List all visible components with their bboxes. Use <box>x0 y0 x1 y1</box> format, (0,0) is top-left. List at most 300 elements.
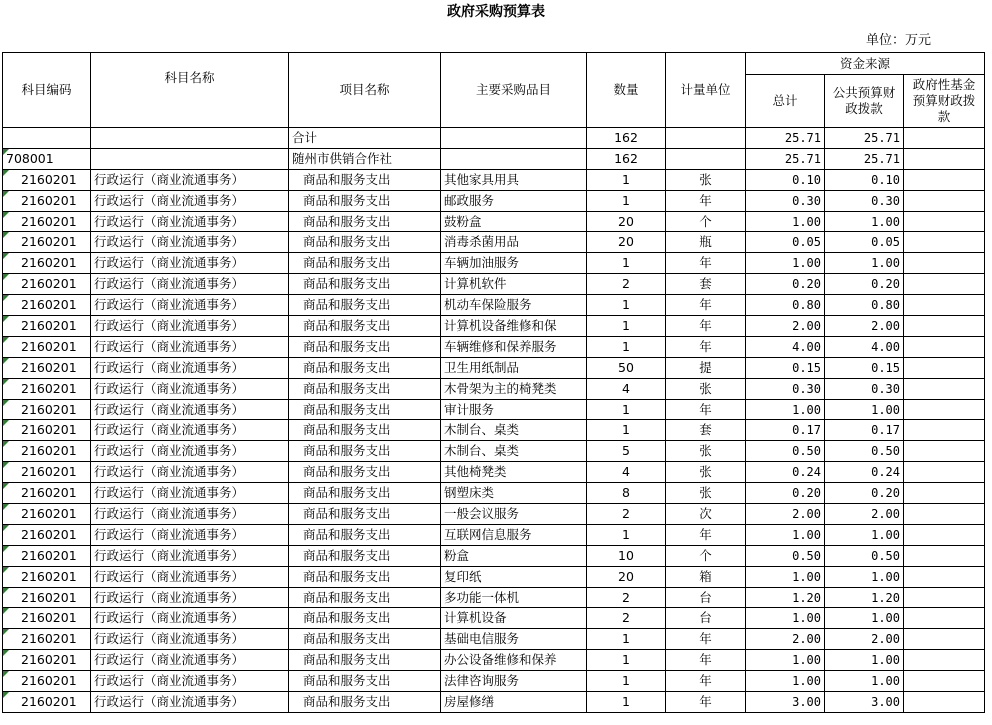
row-unit: 个 <box>666 545 746 566</box>
table-row <box>3 357 985 378</box>
row-qty: 2 <box>587 504 666 525</box>
header-code: 科目编码 <box>3 53 91 128</box>
row-project: 商品和服务支出 <box>289 316 441 337</box>
row-code <box>3 316 91 337</box>
row-gov-fund <box>904 545 985 566</box>
summary-code <box>3 128 91 149</box>
org-name: 随州市供销合作社 <box>289 148 441 169</box>
row-code <box>3 232 91 253</box>
row-public-budget: 1.00 <box>825 650 904 671</box>
row-subject: 行政运行（商业流通事务） <box>91 211 289 232</box>
row-code-text: 2160201 <box>21 234 77 250</box>
row-qty: 1 <box>587 169 666 190</box>
row-total: 0.10 <box>746 169 825 190</box>
row-public-budget: 1.00 <box>825 211 904 232</box>
row-code <box>3 378 91 399</box>
row-code-text: 2160201 <box>21 297 77 313</box>
table-row <box>3 441 985 462</box>
row-project: 商品和服务支出 <box>289 232 441 253</box>
row-project: 商品和服务支出 <box>289 253 441 274</box>
row-unit: 年 <box>666 316 746 337</box>
row-gov-fund <box>904 420 985 441</box>
row-subject: 行政运行（商业流通事务） <box>91 274 289 295</box>
row-item: 粉盒 <box>441 545 587 566</box>
table-row <box>3 650 985 671</box>
row-item: 消毒杀菌用品 <box>441 232 587 253</box>
row-item: 其他椅凳类 <box>441 462 587 483</box>
row-subject: 行政运行（商业流通事务） <box>91 399 289 420</box>
row-code-text: 2160201 <box>21 485 77 501</box>
row-code <box>3 504 91 525</box>
row-gov-fund <box>904 483 985 504</box>
row-subject: 行政运行（商业流通事务） <box>91 524 289 545</box>
row-code-text: 2160201 <box>21 192 77 208</box>
row-public-budget: 2.00 <box>825 629 904 650</box>
table-row <box>3 462 985 483</box>
table-row <box>3 211 985 232</box>
row-qty: 1 <box>587 316 666 337</box>
row-public-budget: 0.10 <box>825 169 904 190</box>
row-code <box>3 545 91 566</box>
row-code <box>3 420 91 441</box>
row-qty: 1 <box>587 336 666 357</box>
row-total: 0.20 <box>746 483 825 504</box>
org-public-budget: 25.71 <box>825 148 904 169</box>
row-subject: 行政运行（商业流通事务） <box>91 169 289 190</box>
row-code-text: 2160201 <box>21 505 77 521</box>
row-qty: 1 <box>587 399 666 420</box>
row-unit: 瓶 <box>666 232 746 253</box>
row-unit: 年 <box>666 671 746 692</box>
cell-marker-icon <box>3 483 9 489</box>
row-project: 商品和服务支出 <box>289 378 441 399</box>
row-qty: 20 <box>587 211 666 232</box>
row-item: 计算机设备维修和保 <box>441 316 587 337</box>
row-public-budget: 1.00 <box>825 608 904 629</box>
row-total: 1.00 <box>746 524 825 545</box>
row-code <box>3 190 91 211</box>
row-public-budget: 0.05 <box>825 232 904 253</box>
row-code-text: 2160201 <box>21 213 77 229</box>
cell-marker-icon <box>3 650 9 656</box>
row-public-budget: 4.00 <box>825 336 904 357</box>
org-row <box>3 148 985 169</box>
row-code <box>3 650 91 671</box>
summary-item <box>441 128 587 149</box>
row-gov-fund <box>904 378 985 399</box>
row-unit: 张 <box>666 483 746 504</box>
row-code-text: 2160201 <box>21 568 77 584</box>
row-unit: 年 <box>666 650 746 671</box>
row-code-text: 2160201 <box>21 255 77 271</box>
summary-public-budget: 25.71 <box>825 128 904 149</box>
row-code-text: 2160201 <box>21 171 77 187</box>
row-item: 办公设备维修和保养 <box>441 650 587 671</box>
row-project: 商品和服务支出 <box>289 566 441 587</box>
row-unit: 台 <box>666 608 746 629</box>
row-subject: 行政运行（商业流通事务） <box>91 545 289 566</box>
row-code-text: 2160201 <box>21 610 77 626</box>
row-project: 商品和服务支出 <box>289 671 441 692</box>
row-gov-fund <box>904 587 985 608</box>
cell-marker-icon <box>3 567 9 573</box>
table-row <box>3 253 985 274</box>
cell-marker-icon <box>3 232 9 238</box>
row-subject: 行政运行（商业流通事务） <box>91 692 289 713</box>
row-qty: 1 <box>587 692 666 713</box>
row-code-text: 2160201 <box>21 338 77 354</box>
row-code-text: 2160201 <box>21 317 77 333</box>
row-total: 1.00 <box>746 671 825 692</box>
row-total: 1.00 <box>746 399 825 420</box>
table-row <box>3 671 985 692</box>
row-subject: 行政运行（商业流通事务） <box>91 336 289 357</box>
row-project: 商品和服务支出 <box>289 692 441 713</box>
table-row <box>3 545 985 566</box>
row-project: 商品和服务支出 <box>289 357 441 378</box>
row-project: 商品和服务支出 <box>289 483 441 504</box>
row-project: 商品和服务支出 <box>289 504 441 525</box>
row-code-text: 2160201 <box>21 673 77 689</box>
row-gov-fund <box>904 462 985 483</box>
cell-marker-icon <box>3 212 9 218</box>
row-unit: 张 <box>666 441 746 462</box>
row-gov-fund <box>904 629 985 650</box>
row-qty: 20 <box>587 232 666 253</box>
row-unit: 年 <box>666 190 746 211</box>
row-qty: 5 <box>587 441 666 462</box>
row-code-text: 2160201 <box>21 401 77 417</box>
row-item: 法律咨询服务 <box>441 671 587 692</box>
row-subject: 行政运行（商业流通事务） <box>91 587 289 608</box>
row-total: 0.30 <box>746 190 825 211</box>
row-public-budget: 0.80 <box>825 295 904 316</box>
table-row <box>3 524 985 545</box>
row-unit: 年 <box>666 692 746 713</box>
table-row <box>3 587 985 608</box>
row-total: 0.50 <box>746 545 825 566</box>
row-project: 商品和服务支出 <box>289 169 441 190</box>
row-qty: 1 <box>587 650 666 671</box>
row-subject: 行政运行（商业流通事务） <box>91 420 289 441</box>
row-item: 房屋修缮 <box>441 692 587 713</box>
row-code <box>3 336 91 357</box>
row-code <box>3 587 91 608</box>
org-unit <box>666 148 746 169</box>
row-gov-fund <box>904 566 985 587</box>
row-unit: 台 <box>666 587 746 608</box>
row-code-text: 2160201 <box>21 464 77 480</box>
row-qty: 1 <box>587 671 666 692</box>
cell-marker-icon <box>3 629 9 635</box>
row-total: 0.15 <box>746 357 825 378</box>
row-project: 商品和服务支出 <box>289 295 441 316</box>
row-code <box>3 357 91 378</box>
row-total: 2.00 <box>746 504 825 525</box>
row-item: 复印纸 <box>441 566 587 587</box>
row-unit: 次 <box>666 504 746 525</box>
row-code <box>3 253 91 274</box>
table-row <box>3 483 985 504</box>
row-item: 车辆加油服务 <box>441 253 587 274</box>
summary-total: 25.71 <box>746 128 825 149</box>
header-subject-name: 科目名称 <box>91 53 289 128</box>
row-unit: 箱 <box>666 566 746 587</box>
cell-marker-icon <box>3 525 9 531</box>
row-project: 商品和服务支出 <box>289 399 441 420</box>
row-subject: 行政运行（商业流通事务） <box>91 504 289 525</box>
row-unit: 张 <box>666 169 746 190</box>
row-gov-fund <box>904 357 985 378</box>
row-code-text: 2160201 <box>21 276 77 292</box>
cell-marker-icon <box>3 379 9 385</box>
cell-marker-icon <box>3 316 9 322</box>
row-project: 商品和服务支出 <box>289 441 441 462</box>
row-code-text: 2160201 <box>21 589 77 605</box>
row-code-text: 2160201 <box>21 422 77 438</box>
row-qty: 2 <box>587 587 666 608</box>
row-public-budget: 0.30 <box>825 378 904 399</box>
row-qty: 4 <box>587 378 666 399</box>
row-project: 商品和服务支出 <box>289 545 441 566</box>
table-row <box>3 190 985 211</box>
row-code <box>3 524 91 545</box>
cell-marker-icon <box>3 504 9 510</box>
cell-marker-icon <box>3 400 9 406</box>
row-code <box>3 483 91 504</box>
row-project: 商品和服务支出 <box>289 462 441 483</box>
row-gov-fund <box>904 608 985 629</box>
row-unit: 年 <box>666 399 746 420</box>
header-total: 总计 <box>746 75 825 128</box>
row-total: 0.17 <box>746 420 825 441</box>
table-row <box>3 295 985 316</box>
row-gov-fund <box>904 295 985 316</box>
cell-marker-icon <box>3 546 9 552</box>
row-subject: 行政运行（商业流通事务） <box>91 650 289 671</box>
row-public-budget: 0.15 <box>825 357 904 378</box>
row-item: 木骨架为主的椅凳类 <box>441 378 587 399</box>
org-gov-fund <box>904 148 985 169</box>
row-code <box>3 169 91 190</box>
row-code-text: 2160201 <box>21 443 77 459</box>
row-code-text: 2160201 <box>21 547 77 563</box>
row-total: 4.00 <box>746 336 825 357</box>
row-code <box>3 399 91 420</box>
table-row <box>3 274 985 295</box>
header-qty: 数量 <box>587 53 666 128</box>
row-qty: 1 <box>587 629 666 650</box>
header-public-budget: 公共预算财政拨款 <box>825 75 904 128</box>
row-project: 商品和服务支出 <box>289 420 441 441</box>
row-code-text: 2160201 <box>21 526 77 542</box>
org-total: 25.71 <box>746 148 825 169</box>
cell-marker-icon <box>3 441 9 447</box>
row-unit: 张 <box>666 462 746 483</box>
row-gov-fund <box>904 316 985 337</box>
row-unit: 年 <box>666 295 746 316</box>
row-code-text: 2160201 <box>21 693 77 709</box>
cell-marker-icon <box>3 191 9 197</box>
table-row <box>3 399 985 420</box>
row-code <box>3 274 91 295</box>
row-unit: 年 <box>666 524 746 545</box>
row-item: 机动车保险服务 <box>441 295 587 316</box>
table-row <box>3 316 985 337</box>
row-code <box>3 211 91 232</box>
header-fund-source: 资金来源 <box>746 53 985 75</box>
row-unit: 年 <box>666 629 746 650</box>
row-total: 2.00 <box>746 316 825 337</box>
row-subject: 行政运行（商业流通事务） <box>91 232 289 253</box>
row-public-budget: 1.00 <box>825 566 904 587</box>
row-subject: 行政运行（商业流通事务） <box>91 462 289 483</box>
cell-marker-icon <box>3 253 9 259</box>
row-total: 1.00 <box>746 566 825 587</box>
row-total: 2.00 <box>746 629 825 650</box>
row-code <box>3 629 91 650</box>
row-public-budget: 0.24 <box>825 462 904 483</box>
row-item: 木制台、桌类 <box>441 441 587 462</box>
org-qty: 162 <box>587 148 666 169</box>
table-row <box>3 629 985 650</box>
row-public-budget: 1.00 <box>825 253 904 274</box>
row-total: 1.00 <box>746 650 825 671</box>
row-item: 互联网信息服务 <box>441 524 587 545</box>
row-public-budget: 0.20 <box>825 483 904 504</box>
row-gov-fund <box>904 441 985 462</box>
row-public-budget: 1.00 <box>825 524 904 545</box>
row-qty: 4 <box>587 462 666 483</box>
row-item: 计算机软件 <box>441 274 587 295</box>
row-subject: 行政运行（商业流通事务） <box>91 190 289 211</box>
row-item: 卫生用纸制品 <box>441 357 587 378</box>
row-project: 商品和服务支出 <box>289 524 441 545</box>
row-gov-fund <box>904 399 985 420</box>
row-project: 商品和服务支出 <box>289 608 441 629</box>
cell-marker-icon <box>3 671 9 677</box>
row-code <box>3 692 91 713</box>
row-item: 计算机设备 <box>441 608 587 629</box>
org-code <box>3 148 91 169</box>
row-total: 0.30 <box>746 378 825 399</box>
cell-marker-icon <box>3 588 9 594</box>
row-public-budget: 1.20 <box>825 587 904 608</box>
row-public-budget: 1.00 <box>825 399 904 420</box>
row-subject: 行政运行（商业流通事务） <box>91 295 289 316</box>
row-public-budget: 2.00 <box>825 316 904 337</box>
row-qty: 2 <box>587 274 666 295</box>
row-public-budget: 2.00 <box>825 504 904 525</box>
row-subject: 行政运行（商业流通事务） <box>91 671 289 692</box>
row-public-budget: 0.20 <box>825 274 904 295</box>
row-code-text: 2160201 <box>21 359 77 375</box>
row-qty: 2 <box>587 608 666 629</box>
table-row <box>3 566 985 587</box>
row-item: 鼓粉盒 <box>441 211 587 232</box>
table-row <box>3 378 985 399</box>
table-row <box>3 336 985 357</box>
cell-marker-icon <box>3 149 9 155</box>
row-total: 0.24 <box>746 462 825 483</box>
row-code <box>3 462 91 483</box>
row-public-budget: 3.00 <box>825 692 904 713</box>
row-qty: 1 <box>587 295 666 316</box>
header-gov-fund: 政府性基金预算财政拨款 <box>904 75 985 128</box>
cell-marker-icon <box>3 337 9 343</box>
row-gov-fund <box>904 504 985 525</box>
summary-gov-fund <box>904 128 985 149</box>
row-project: 商品和服务支出 <box>289 211 441 232</box>
row-subject: 行政运行（商业流通事务） <box>91 378 289 399</box>
row-total: 3.00 <box>746 692 825 713</box>
cell-marker-icon <box>3 462 9 468</box>
table-row <box>3 420 985 441</box>
table-row <box>3 692 985 713</box>
row-item: 邮政服务 <box>441 190 587 211</box>
row-qty: 1 <box>587 190 666 211</box>
row-unit: 套 <box>666 274 746 295</box>
row-gov-fund <box>904 211 985 232</box>
procurement-budget-table <box>2 52 985 713</box>
cell-marker-icon <box>3 295 9 301</box>
header-project-name: 项目名称 <box>289 53 441 128</box>
row-item: 钢塑床类 <box>441 483 587 504</box>
row-gov-fund <box>904 169 985 190</box>
header-item: 主要采购品目 <box>441 53 587 128</box>
row-subject: 行政运行（商业流通事务） <box>91 357 289 378</box>
row-unit: 套 <box>666 420 746 441</box>
row-code <box>3 608 91 629</box>
row-gov-fund <box>904 524 985 545</box>
cell-marker-icon <box>3 692 9 698</box>
row-unit: 张 <box>666 378 746 399</box>
row-public-budget: 0.50 <box>825 545 904 566</box>
unit-label: 单位：万元 <box>866 33 932 48</box>
row-gov-fund <box>904 650 985 671</box>
row-qty: 1 <box>587 524 666 545</box>
row-gov-fund <box>904 671 985 692</box>
row-total: 0.20 <box>746 274 825 295</box>
row-project: 商品和服务支出 <box>289 587 441 608</box>
row-code <box>3 441 91 462</box>
cell-marker-icon <box>3 420 9 426</box>
row-subject: 行政运行（商业流通事务） <box>91 608 289 629</box>
row-project: 商品和服务支出 <box>289 274 441 295</box>
row-qty: 20 <box>587 566 666 587</box>
summary-unit <box>666 128 746 149</box>
row-gov-fund <box>904 274 985 295</box>
row-project: 商品和服务支出 <box>289 190 441 211</box>
row-qty: 1 <box>587 253 666 274</box>
row-total: 1.00 <box>746 253 825 274</box>
row-qty: 50 <box>587 357 666 378</box>
row-unit: 年 <box>666 253 746 274</box>
org-item <box>441 148 587 169</box>
row-total: 0.80 <box>746 295 825 316</box>
row-project: 商品和服务支出 <box>289 650 441 671</box>
row-total: 0.50 <box>746 441 825 462</box>
row-total: 0.05 <box>746 232 825 253</box>
row-qty: 1 <box>587 420 666 441</box>
row-project: 商品和服务支出 <box>289 336 441 357</box>
row-item: 基础电信服务 <box>441 629 587 650</box>
row-unit: 年 <box>666 336 746 357</box>
row-code-text: 2160201 <box>21 380 77 396</box>
cell-marker-icon <box>3 170 9 176</box>
row-subject: 行政运行（商业流通事务） <box>91 566 289 587</box>
row-public-budget: 0.30 <box>825 190 904 211</box>
